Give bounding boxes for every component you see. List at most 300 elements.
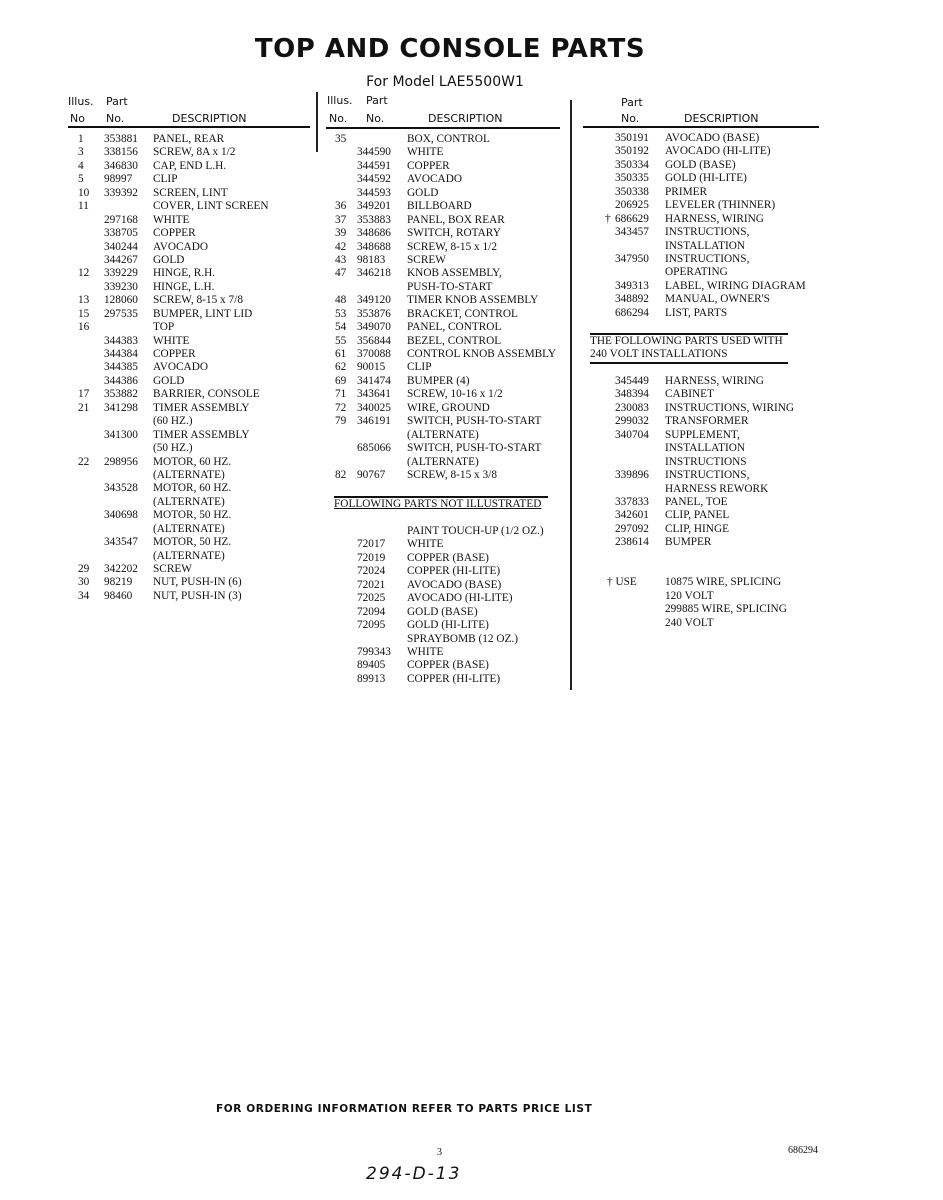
- part-number: 206925: [615, 199, 649, 212]
- parts-row: [327, 469, 567, 482]
- col2-header-rule: [326, 127, 560, 129]
- parts-row: [68, 308, 313, 321]
- illus-number: 71: [335, 388, 347, 401]
- footnote-label: † USE: [607, 576, 637, 588]
- part-number: 340025: [357, 401, 391, 414]
- part-description: GOLD (HI-LITE): [665, 172, 747, 185]
- page-number: 3: [437, 1147, 442, 1158]
- illus-number: 82: [335, 468, 347, 481]
- part-number: 90015: [357, 361, 386, 374]
- part-description: PAINT TOUCH-UP (1/2 OZ.): [407, 525, 544, 537]
- parts-row: [327, 361, 567, 374]
- col1-header-illus: Illus.: [68, 95, 94, 108]
- part-description: SCREW: [153, 563, 192, 575]
- parts-row: [68, 335, 313, 348]
- parts-row: [327, 294, 567, 307]
- parts-row: [68, 388, 313, 401]
- part-number: 343457: [615, 226, 649, 239]
- part-number: 348686: [357, 227, 391, 240]
- part-number: 339392: [104, 186, 138, 199]
- parts-row: [583, 172, 823, 185]
- part-description: COPPER (HI-LITE): [407, 565, 501, 578]
- col2-parts-list: [327, 133, 567, 482]
- part-description: WHITE: [407, 538, 444, 551]
- parts-row: [68, 173, 313, 186]
- parts-row: [68, 576, 313, 589]
- parts-row: [68, 590, 313, 603]
- part-number: 98219: [104, 576, 133, 589]
- parts-row: [583, 240, 823, 253]
- page-title: TOP AND CONSOLE PARTS: [254, 34, 646, 64]
- parts-row: [68, 254, 313, 267]
- part-description: LEVELER (THINNER): [665, 199, 776, 212]
- part-number: 344384: [104, 348, 138, 360]
- illus-number: 4: [78, 159, 84, 172]
- part-description: COPPER: [153, 227, 196, 240]
- part-description: CONTROL KNOB ASSEMBLY: [407, 348, 557, 360]
- col3-parts-list: [583, 132, 823, 320]
- handwritten-annotation: 294-D-13: [366, 1164, 462, 1184]
- part-description: (60 HZ.): [153, 415, 193, 428]
- col1-header-rule: [68, 126, 310, 128]
- part-description: TRANSFORMER: [665, 415, 749, 428]
- part-description: COVER, LINT SCREEN: [153, 200, 269, 213]
- parts-row: [327, 565, 567, 578]
- part-description: GOLD (BASE): [407, 605, 478, 618]
- illus-number: 72: [335, 401, 347, 414]
- part-description: SCREW, 8-15 x 1/2: [407, 240, 497, 253]
- part-description: BUMPER: [665, 536, 712, 549]
- parts-row: [68, 241, 313, 254]
- part-number: 344383: [104, 334, 138, 347]
- illus-number: 37: [335, 213, 347, 226]
- part-description: WHITE: [407, 146, 444, 159]
- part-number: 350338: [615, 185, 649, 198]
- part-number: 344386: [104, 374, 138, 387]
- part-number: 346191: [357, 415, 391, 428]
- 240v-heading-line1: THE FOLLOWING PARTS USED WITH: [590, 335, 783, 347]
- part-description: PANEL, CONTROL: [407, 321, 502, 334]
- part-number: 349313: [615, 279, 649, 292]
- part-number: 341474: [357, 374, 391, 387]
- illus-number: 3: [78, 146, 84, 159]
- part-description: SCREW, 10-16 x 1/2: [407, 388, 503, 401]
- part-description: INSTRUCTIONS, WIRING: [665, 401, 795, 414]
- part-description: WHITE: [153, 213, 190, 226]
- col1-header-no: No: [70, 112, 85, 125]
- part-number: 89405: [357, 659, 386, 672]
- parts-row: [327, 538, 567, 551]
- parts-row: [68, 133, 313, 146]
- part-description: GOLD: [153, 253, 185, 266]
- part-number: 346830: [104, 159, 138, 172]
- parts-row: [68, 509, 313, 522]
- parts-row: [327, 227, 567, 240]
- parts-row: [583, 253, 823, 266]
- parts-row: [583, 469, 823, 482]
- part-description: (ALTERNATE): [407, 428, 479, 441]
- part-number: 685066: [357, 442, 391, 455]
- part-description: (ALTERNATE): [153, 495, 225, 508]
- part-number: 349120: [357, 294, 391, 307]
- parts-row: [327, 606, 567, 619]
- parts-row: [327, 160, 567, 173]
- part-description: LABEL, WIRING DIAGRAM: [665, 279, 806, 292]
- part-number: 349201: [357, 200, 391, 213]
- part-description: AVOCADO: [153, 361, 209, 374]
- footnote-line: 120 VOLT: [665, 589, 714, 602]
- part-number: 72021: [357, 578, 386, 591]
- part-number: 353883: [357, 213, 391, 226]
- parts-row: [327, 415, 567, 428]
- parts-row: [68, 294, 313, 307]
- illus-number: 15: [78, 307, 90, 320]
- part-description: (50 HZ.): [153, 442, 193, 455]
- part-number: 298956: [104, 455, 138, 468]
- col3-header-rule: [583, 126, 819, 128]
- part-description: (ALTERNATE): [153, 468, 225, 481]
- parts-row: [583, 523, 823, 536]
- parts-row: [68, 429, 313, 442]
- part-number: 72017: [357, 538, 386, 551]
- parts-row: [583, 132, 823, 145]
- parts-row: [68, 267, 313, 280]
- part-description: MOTOR, 50 HZ.: [153, 509, 232, 522]
- part-number: 338705: [104, 227, 138, 240]
- part-description: SPRAYBOMB (12 OZ.): [407, 632, 519, 645]
- part-number: 349070: [357, 321, 391, 334]
- illus-number: 5: [78, 173, 84, 186]
- part-number: 72019: [357, 551, 386, 564]
- part-description: MOTOR, 60 HZ.: [153, 482, 232, 495]
- part-description: WHITE: [407, 645, 444, 658]
- illus-number: 53: [335, 307, 347, 320]
- not-illustrated-heading: FOLLOWING PARTS NOT ILLUSTRATED: [334, 498, 542, 510]
- not-illustrated-parts-list: [327, 525, 567, 686]
- part-number: 299032: [615, 415, 649, 428]
- parts-row: [68, 321, 313, 334]
- part-number: 72095: [357, 619, 386, 632]
- parts-row: [327, 200, 567, 213]
- col3-header-description: DESCRIPTION: [684, 112, 759, 125]
- parts-row: [583, 496, 823, 509]
- parts-row: [583, 307, 823, 320]
- part-number: 350192: [615, 145, 649, 158]
- part-number: 347950: [615, 252, 649, 265]
- parts-row: [327, 173, 567, 186]
- parts-row: [327, 592, 567, 605]
- part-number: 98183: [357, 253, 386, 266]
- illus-number: 43: [335, 253, 347, 266]
- parts-row: [327, 133, 567, 146]
- col1-header-description: DESCRIPTION: [172, 112, 247, 125]
- part-description: GOLD (HI-LITE): [407, 619, 489, 632]
- part-description: PANEL, TOE: [665, 495, 728, 508]
- parts-row: [583, 402, 823, 415]
- parts-row: [327, 646, 567, 659]
- part-description: KNOB ASSEMBLY,: [407, 267, 502, 280]
- part-number: 343547: [104, 536, 138, 549]
- parts-row: [68, 227, 313, 240]
- parts-row: [68, 469, 313, 482]
- col1-header-part-no: No.: [106, 112, 125, 125]
- part-description: CLIP, PANEL: [665, 509, 730, 522]
- part-description: SCREW, 8-15 x 3/8: [407, 468, 497, 481]
- parts-row: [68, 496, 313, 509]
- part-number: 337833: [615, 495, 649, 508]
- parts-row: [327, 579, 567, 592]
- part-number: 342202: [104, 563, 138, 575]
- part-number: 238614: [615, 536, 649, 549]
- part-description: CLIP: [407, 361, 432, 374]
- part-number: 343528: [104, 482, 138, 495]
- part-description: OPERATING: [665, 266, 728, 279]
- parts-row: [583, 442, 823, 455]
- part-number: 348394: [615, 388, 649, 401]
- part-description: WIRE, GROUND: [407, 401, 490, 414]
- parts-row: [327, 214, 567, 227]
- part-description: HINGE, R.H.: [153, 267, 216, 280]
- parts-row: [583, 186, 823, 199]
- illus-number: 30: [78, 576, 90, 589]
- illus-number: 12: [78, 267, 90, 280]
- 240v-parts-list: [583, 375, 823, 550]
- part-number: 344593: [357, 186, 391, 199]
- illus-number: 35: [335, 133, 347, 145]
- col2-header-description: DESCRIPTION: [428, 112, 503, 125]
- parts-row: [68, 523, 313, 536]
- part-number: 340704: [615, 428, 649, 441]
- part-description: BOX, CONTROL: [407, 133, 490, 145]
- parts-row: [327, 375, 567, 388]
- part-description: MOTOR, 60 HZ.: [153, 455, 232, 468]
- illus-number: 29: [78, 563, 90, 575]
- parts-row: [68, 456, 313, 469]
- part-number: 343641: [357, 388, 391, 401]
- illus-number: 21: [78, 401, 90, 414]
- part-number: 297535: [104, 307, 138, 320]
- part-description: SUPPLEMENT,: [665, 428, 740, 441]
- parts-row: [327, 525, 567, 538]
- part-description: INSTRUCTIONS,: [665, 469, 750, 482]
- part-number: 344267: [104, 253, 138, 266]
- column-divider: [570, 100, 572, 690]
- part-description: SWITCH, PUSH-TO-START: [407, 442, 542, 455]
- part-description: TIMER KNOB ASSEMBLY: [407, 294, 539, 307]
- part-description: NUT, PUSH-IN (6): [153, 576, 242, 589]
- part-description: INSTALLATION: [665, 442, 746, 455]
- parts-row: [583, 145, 823, 158]
- part-description: SCREW: [407, 253, 446, 266]
- illus-number: 22: [78, 455, 90, 468]
- part-number: 799343: [357, 645, 391, 658]
- part-description: SWITCH, PUSH-TO-START: [407, 415, 542, 428]
- parts-row: [583, 509, 823, 522]
- parts-row: [327, 254, 567, 267]
- parts-row: [327, 429, 567, 442]
- illus-number: 61: [335, 348, 347, 360]
- parts-row: [327, 552, 567, 565]
- part-number: 89913: [357, 672, 386, 685]
- illus-number: 10: [78, 186, 90, 199]
- ordering-note: FOR ORDERING INFORMATION REFER TO PARTS PRICE LIST: [216, 1103, 593, 1115]
- part-description: CAP, END L.H.: [153, 159, 227, 172]
- illus-number: 1: [78, 133, 84, 145]
- parts-row: [68, 442, 313, 455]
- part-description: PRIMER: [665, 185, 708, 198]
- part-description: TIMER ASSEMBLY: [153, 428, 250, 441]
- parts-row: [583, 415, 823, 428]
- part-description: BRACKET, CONTROL: [407, 307, 518, 320]
- parts-row: [327, 187, 567, 200]
- part-number: 348892: [615, 293, 649, 306]
- part-description: COPPER (HI-LITE): [407, 672, 501, 685]
- part-number: 340698: [104, 509, 138, 522]
- parts-row: [583, 456, 823, 469]
- part-number: 348688: [357, 240, 391, 253]
- parts-row: [583, 536, 823, 549]
- illus-number: 79: [335, 415, 347, 428]
- part-number: 72094: [357, 605, 386, 618]
- part-number: 350335: [615, 172, 649, 185]
- part-description: BUMPER (4): [407, 374, 470, 387]
- part-description: COPPER: [407, 159, 450, 172]
- column-divider: [316, 92, 318, 152]
- part-description: AVOCADO: [153, 240, 209, 253]
- footnote-line: 299885 WIRE, SPLICING: [665, 603, 787, 615]
- parts-row: [68, 536, 313, 549]
- parts-row: [68, 146, 313, 159]
- part-description: SCREW, 8A x 1/2: [153, 146, 236, 159]
- part-number: 72025: [357, 592, 386, 605]
- part-number: 344592: [357, 173, 391, 186]
- parts-row: [68, 214, 313, 227]
- part-number: 370088: [357, 348, 391, 360]
- illus-number: 13: [78, 294, 90, 307]
- part-description: PUSH-TO-START: [407, 280, 493, 293]
- parts-row: [327, 456, 567, 469]
- part-number: 339230: [104, 280, 138, 293]
- part-description: MANUAL, OWNER'S: [665, 293, 770, 306]
- parts-row: [327, 308, 567, 321]
- col1-parts-list: [68, 133, 313, 603]
- parts-row: [68, 348, 313, 361]
- part-description: BEZEL, CONTROL: [407, 334, 502, 347]
- part-number: 98997: [104, 173, 133, 186]
- part-description: COPPER (BASE): [407, 551, 489, 564]
- part-number: 353876: [357, 307, 391, 320]
- part-number: 72024: [357, 565, 386, 578]
- illus-number: 48: [335, 294, 347, 307]
- part-number: 686629: [615, 212, 649, 225]
- part-description: COPPER: [153, 348, 196, 360]
- part-description: BUMPER, LINT LID: [153, 307, 253, 320]
- parts-row: [583, 199, 823, 212]
- parts-row: [327, 146, 567, 159]
- col2-header-no: No.: [329, 112, 348, 125]
- part-number: 339229: [104, 267, 138, 280]
- section-rule: [590, 362, 788, 364]
- part-description: AVOCADO (BASE): [665, 132, 760, 144]
- part-number: 297168: [104, 213, 138, 226]
- part-number: 230083: [615, 401, 649, 414]
- part-description: PANEL, BOX REAR: [407, 213, 505, 226]
- part-number: 344591: [357, 159, 391, 172]
- part-description: INSTALLATION: [665, 239, 746, 252]
- part-number: 344385: [104, 361, 138, 374]
- parts-row: [327, 388, 567, 401]
- parts-row: [327, 281, 567, 294]
- part-description: AVOCADO (HI-LITE): [665, 145, 771, 158]
- parts-row: [327, 348, 567, 361]
- parts-row: [583, 375, 823, 388]
- illus-number: 55: [335, 334, 347, 347]
- part-number: 350334: [615, 158, 649, 171]
- illus-number: 69: [335, 374, 347, 387]
- part-description: (ALTERNATE): [407, 455, 479, 468]
- part-description: PANEL, REAR: [153, 133, 225, 145]
- model-subtitle: For Model LAE5500W1: [366, 74, 524, 90]
- part-description: TIMER ASSEMBLY: [153, 401, 250, 414]
- illus-number: 54: [335, 321, 347, 334]
- parts-row: [68, 402, 313, 415]
- part-number: 339896: [615, 469, 649, 482]
- col3-header-part-no: No.: [621, 112, 640, 125]
- part-description: HINGE, L.H.: [153, 280, 215, 293]
- parts-row: [327, 442, 567, 455]
- part-description: CABINET: [665, 388, 714, 401]
- part-number: 353881: [104, 133, 138, 145]
- illus-number: 42: [335, 240, 347, 253]
- parts-row: [68, 563, 313, 576]
- 240v-heading-line2: 240 VOLT INSTALLATIONS: [590, 348, 728, 360]
- part-description: BILLBOARD: [407, 200, 472, 213]
- part-number: 350191: [615, 132, 649, 144]
- part-description: INSTRUCTIONS: [665, 455, 747, 468]
- part-description: GOLD (BASE): [665, 158, 736, 171]
- part-number: 297092: [615, 522, 649, 535]
- part-description: SCREEN, LINT: [153, 186, 228, 199]
- illus-number: 11: [78, 200, 89, 213]
- part-description: HARNESS, WIRING: [665, 375, 764, 387]
- part-description: TOP: [153, 321, 175, 334]
- col2-header-illus: Illus.: [327, 94, 353, 107]
- parts-row: [68, 415, 313, 428]
- part-description: MOTOR, 50 HZ.: [153, 536, 232, 549]
- part-description: (ALTERNATE): [153, 522, 225, 535]
- illus-number: 47: [335, 267, 347, 280]
- parts-row: [583, 429, 823, 442]
- part-description: (ALTERNATE): [153, 549, 225, 562]
- parts-row: [327, 335, 567, 348]
- col3-header-part: Part: [621, 96, 643, 109]
- illus-number: 36: [335, 200, 347, 213]
- part-description: BARRIER, CONSOLE: [153, 388, 260, 401]
- parts-row: [583, 388, 823, 401]
- parts-row: [68, 160, 313, 173]
- part-number: 90767: [357, 468, 386, 481]
- parts-row: [327, 619, 567, 632]
- parts-row: [327, 659, 567, 672]
- illus-number: 62: [335, 361, 347, 374]
- part-number: 98460: [104, 589, 133, 602]
- col1-header-part: Part: [106, 95, 128, 108]
- illus-number: 16: [78, 321, 90, 334]
- part-description: SWITCH, ROTARY: [407, 227, 501, 240]
- part-description: CLIP, HINGE: [665, 522, 730, 535]
- parts-row: [583, 266, 823, 279]
- part-description: AVOCADO: [407, 173, 463, 186]
